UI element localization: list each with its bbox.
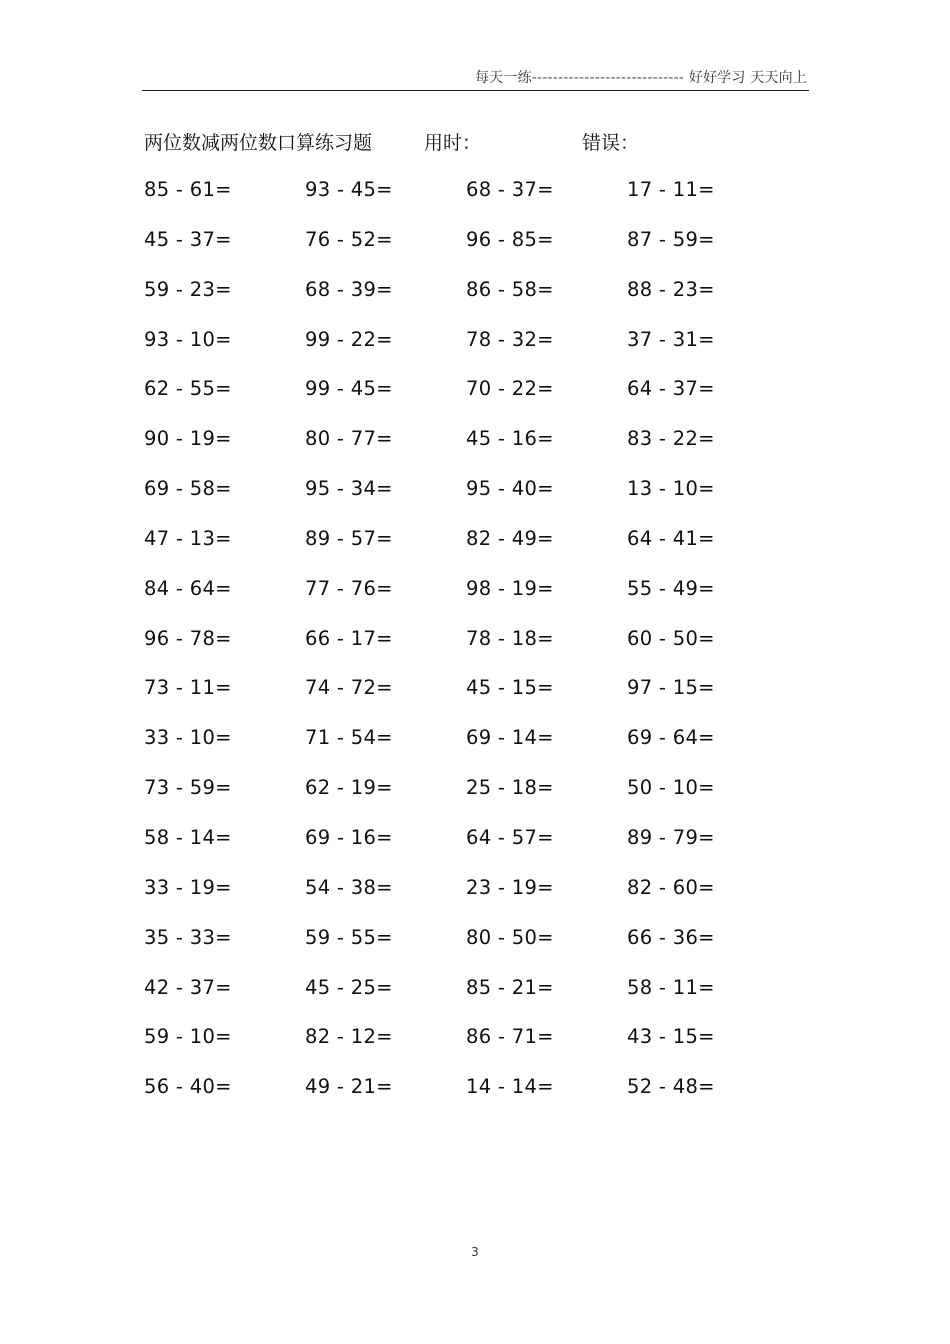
math-problem: 64 - 37= — [627, 377, 715, 401]
math-problem: 59 - 10= — [144, 1025, 232, 1049]
math-problem: 76 - 52= — [305, 227, 393, 251]
math-problem: 86 - 71= — [466, 1025, 554, 1049]
math-problem: 60 - 50= — [627, 626, 715, 650]
math-problem: 42 - 37= — [144, 975, 232, 999]
math-problem: 99 - 45= — [305, 377, 393, 401]
math-problem: 93 - 45= — [305, 178, 393, 201]
math-problem: 68 - 37= — [466, 178, 554, 201]
math-problem: 49 - 21= — [305, 1075, 393, 1099]
math-problem: 52 - 48= — [627, 1075, 715, 1099]
math-problem: 64 - 41= — [627, 526, 715, 550]
math-problem: 54 - 38= — [305, 875, 393, 899]
math-problem: 78 - 32= — [466, 327, 554, 351]
math-problem: 73 - 59= — [144, 776, 232, 800]
math-problem: 69 - 64= — [627, 726, 715, 750]
math-problem: 70 - 22= — [466, 377, 554, 401]
math-problem: 80 - 50= — [466, 925, 554, 949]
header-right-text: 好好学习 天天向上 — [688, 70, 807, 86]
page-header — [142, 64, 809, 91]
math-problem: 74 - 72= — [305, 676, 393, 700]
math-problem: 96 - 85= — [466, 227, 554, 251]
math-problem: 45 - 37= — [144, 227, 232, 251]
math-problem: 25 - 18= — [466, 776, 554, 800]
math-problem: 97 - 15= — [627, 676, 715, 700]
math-problem: 96 - 78= — [144, 626, 232, 650]
math-problem: 85 - 61= — [144, 178, 232, 201]
math-problem: 69 - 58= — [144, 477, 232, 501]
math-problem: 35 - 33= — [144, 925, 232, 949]
math-problem: 66 - 17= — [305, 626, 393, 650]
math-problem: 99 - 22= — [305, 327, 393, 351]
math-problem: 37 - 31= — [627, 327, 715, 351]
math-problem: 86 - 58= — [466, 277, 554, 301]
math-problem: 85 - 21= — [466, 975, 554, 999]
math-problem: 13 - 10= — [627, 477, 715, 501]
math-problem: 95 - 40= — [466, 477, 554, 501]
math-problem: 66 - 36= — [627, 925, 715, 949]
math-problem: 33 - 10= — [144, 726, 232, 750]
math-problem: 73 - 11= — [144, 676, 232, 700]
math-problem: 68 - 39= — [305, 277, 393, 301]
math-problem: 17 - 11= — [627, 178, 715, 201]
math-problem: 78 - 18= — [466, 626, 554, 650]
math-problem: 59 - 55= — [305, 925, 393, 949]
math-problem: 90 - 19= — [144, 427, 232, 451]
math-problem: 56 - 40= — [144, 1075, 232, 1099]
math-problem: 55 - 49= — [627, 576, 715, 600]
math-problem: 45 - 16= — [466, 427, 554, 451]
math-problem: 82 - 49= — [466, 526, 554, 550]
math-problem: 64 - 57= — [466, 825, 554, 849]
math-problem: 69 - 14= — [466, 726, 554, 750]
math-problem: 59 - 23= — [144, 277, 232, 301]
errors-label: 错误： — [582, 132, 640, 154]
math-problem: 45 - 25= — [305, 975, 393, 999]
math-problem: 62 - 55= — [144, 377, 232, 401]
math-problem: 88 - 23= — [627, 277, 715, 301]
math-problem: 87 - 59= — [627, 227, 715, 251]
math-problem: 33 - 19= — [144, 875, 232, 899]
header-text — [475, 67, 807, 87]
math-problem: 77 - 76= — [305, 576, 393, 600]
header-dashes: ----------------------------- — [531, 70, 685, 86]
math-problem: 95 - 34= — [305, 477, 393, 501]
math-problem: 89 - 57= — [305, 526, 393, 550]
worksheet-title-row — [144, 128, 804, 156]
math-problem: 14 - 14= — [466, 1075, 554, 1099]
math-problem: 82 - 60= — [627, 875, 715, 899]
worksheet-title: 两位数减两位数口算练习题 — [144, 132, 373, 154]
problem-grid — [144, 176, 788, 1123]
math-problem: 98 - 19= — [466, 576, 554, 600]
math-problem: 83 - 22= — [627, 427, 715, 451]
math-problem: 43 - 15= — [627, 1025, 715, 1049]
math-problem: 23 - 19= — [466, 875, 554, 899]
math-problem: 82 - 12= — [305, 1025, 393, 1049]
math-problem: 62 - 19= — [305, 776, 393, 800]
math-problem: 93 - 10= — [144, 327, 232, 351]
math-problem: 80 - 77= — [305, 427, 393, 451]
math-problem: 69 - 16= — [305, 825, 393, 849]
math-problem: 58 - 14= — [144, 825, 232, 849]
math-problem: 50 - 10= — [627, 776, 715, 800]
math-problem: 58 - 11= — [627, 975, 715, 999]
page-number: 3 — [471, 1245, 479, 1259]
math-problem: 89 - 79= — [627, 825, 715, 849]
header-left-text: 每天一练 — [474, 70, 532, 86]
math-problem: 45 - 15= — [466, 676, 554, 700]
time-label: 用时： — [424, 132, 482, 154]
math-problem: 71 - 54= — [305, 726, 393, 750]
math-problem: 47 - 13= — [144, 526, 232, 550]
math-problem: 84 - 64= — [144, 576, 232, 600]
